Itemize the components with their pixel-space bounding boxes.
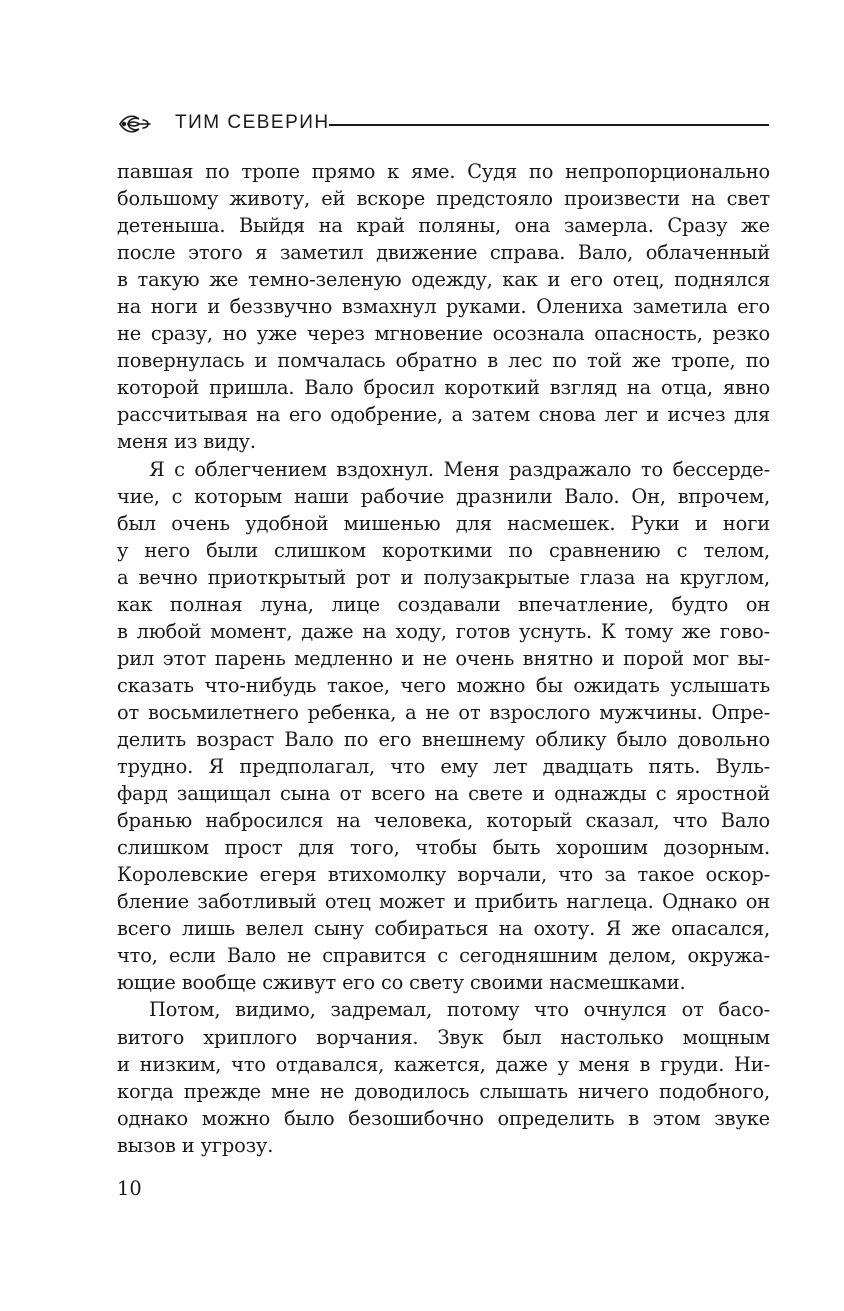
text-line: вызов и угрозу.: [117, 1133, 274, 1157]
text-line: от восьмилетнего ребенка, а не от взрослого мужчины. Опре-: [117, 700, 770, 724]
paragraph: [117, 158, 770, 456]
paragraph: [117, 456, 770, 997]
text-line: однако можно было безошибочно определить в этом звуке: [117, 1106, 770, 1130]
text-line: слишком прост для того, чтобы быть хорошим дозорным.: [117, 836, 770, 860]
text-line: трудно. Я предполагал, что ему лет двадцать пять. Вуль-: [117, 755, 770, 779]
text-line: которой пришла. Вало бросил короткий взгляд на отца, явно: [117, 376, 770, 400]
text-line: Потом, видимо, задремал, потому что очнулся от басо-: [149, 998, 770, 1022]
text-line: бранью набросился на человека, который сказал, что Вало: [117, 809, 770, 833]
text-line: детеныша. Выйдя на край поляны, она замерла. Сразу же: [117, 214, 770, 238]
running-head-author: ТИМ СЕВЕРИН: [175, 112, 330, 133]
text-line: в такую же темно-зеленую одежду, как и его отец, поднялся: [117, 268, 770, 292]
text-line: витого хриплого ворчания. Звук был настолько мощным: [117, 1025, 770, 1049]
text-line: повернулась и помчалась обратно в лес по той же тропе, по: [117, 349, 770, 373]
text-line: на ноги и беззвучно взмахнул руками. Олениха заметила его: [117, 295, 770, 319]
text-line: Я с облегчением вздохнул. Меня раздражало то бессерде-: [149, 457, 770, 481]
text-line: бление заботливый отец может и прибить наглеца. Однако он: [117, 890, 770, 914]
body-text: [117, 158, 770, 1159]
text-line: ющие вообще сживут его со свету своими насмешками.: [117, 971, 686, 995]
text-line: меня из виду.: [117, 430, 256, 454]
text-line: что, если Вало не справится с сегодняшним делом, окружа-: [117, 944, 770, 968]
text-line: рассчитывая на его одобрение, а затем снова лег и исчез для: [117, 403, 770, 427]
fleuron-ornament-icon: [117, 110, 153, 138]
page-number: 10: [117, 1177, 142, 1200]
text-line: в любой момент, даже на ходу, готов уснуть. К тому же гово-: [117, 619, 770, 643]
text-line: как полная луна, лице создавали впечатление, будто он: [117, 592, 770, 616]
text-line: делить возраст Вало по его внешнему облику было довольно: [117, 727, 770, 751]
text-line: чие, с которым наши рабочие дразнили Вало. Он, впрочем,: [117, 484, 770, 508]
text-line: когда прежде мне не доводилось слышать ничего подобного,: [117, 1079, 770, 1103]
paragraph: [117, 996, 770, 1158]
text-line: и низким, что отдавался, кажется, даже у меня в груди. Ни-: [117, 1052, 770, 1076]
text-line: после этого я заметил движение справа. Вало, облаченный: [117, 241, 770, 265]
text-line: был очень удобной мишенью для насмешек. Руки и ноги: [117, 511, 770, 535]
text-line: а вечно приоткрытый рот и полузакрытые глаза на круглом,: [117, 565, 770, 589]
text-line: фард защищал сына от всего на свете и однажды с яростной: [117, 782, 770, 806]
text-line: Королевские егеря втихомолку ворчали, что за такое оскор-: [117, 863, 770, 887]
running-head: [117, 110, 770, 140]
text-line: у него были слишком короткими по сравнению с телом,: [117, 538, 770, 562]
text-line: всего лишь велел сыну собираться на охоту. Я же опасался,: [117, 917, 770, 941]
text-line: сказать что-нибудь такое, чего можно бы ожидать услышать: [117, 673, 770, 697]
running-head-rule: [329, 124, 769, 126]
text-line: большому животу, ей вскоре предстояло произвести на свет: [117, 187, 770, 211]
text-line: рил этот парень медленно и не очень внятно и порой мог вы-: [117, 646, 770, 670]
text-line: не сразу, но уже через мгновение осознала опасность, резко: [117, 322, 770, 346]
text-line: павшая по тропе прямо к яме. Судя по непропорционально: [117, 160, 770, 183]
